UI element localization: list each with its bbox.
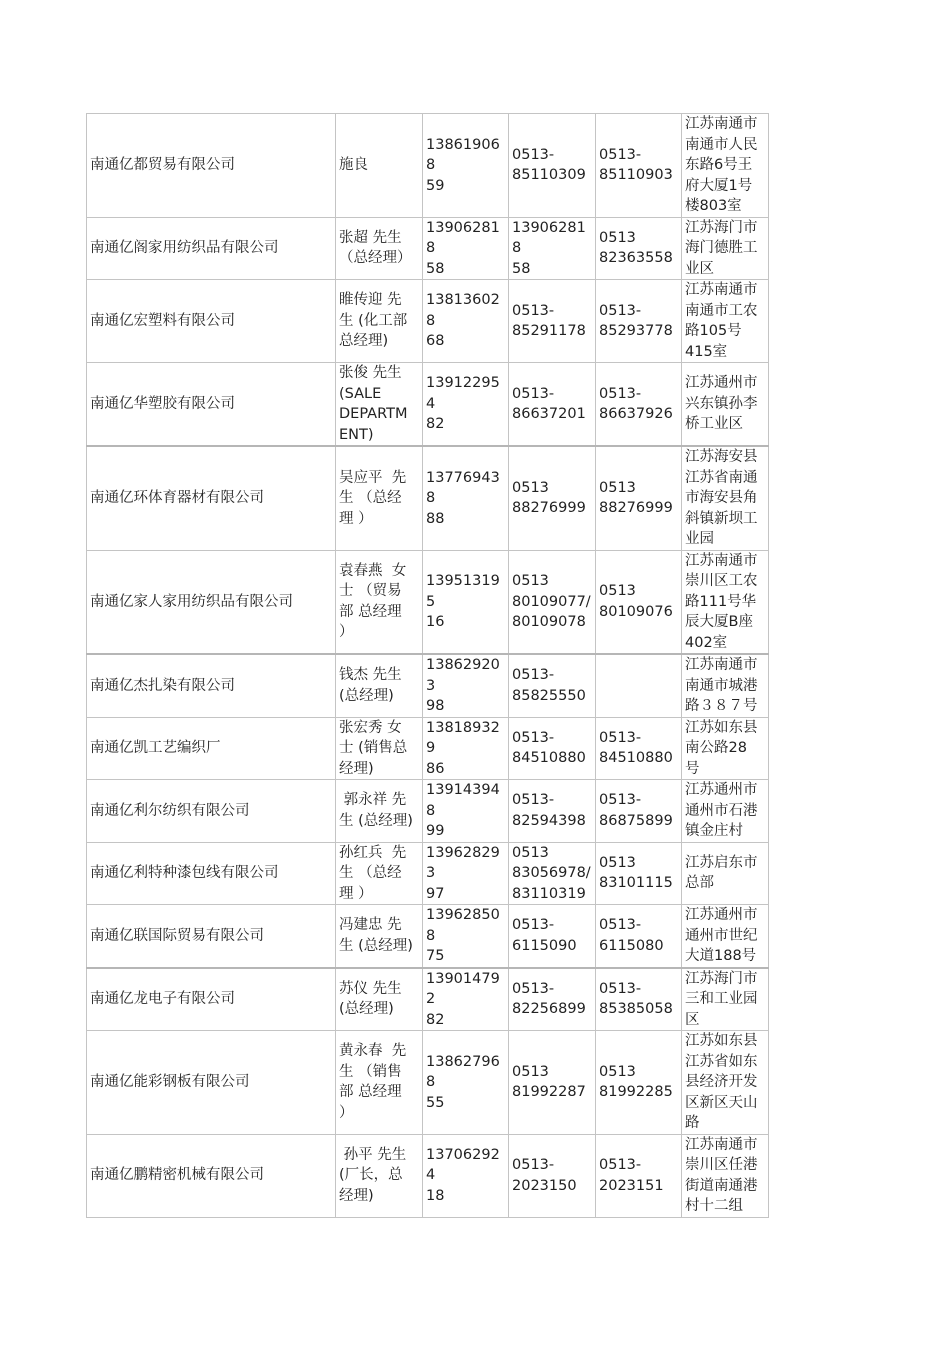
fax-cell: 0513- 2023151 [596, 1134, 682, 1217]
company-name-cell: 南通亿凯工艺编织厂 [87, 717, 336, 780]
address-cell: 江苏通州市 通州市世纪 大道188号 [682, 905, 769, 968]
contact-cell: 黄永春 先 生 （销售 部 总经理 ） [336, 1031, 423, 1135]
table-row [87, 114, 769, 218]
table-row [87, 550, 769, 654]
fax-cell: 0513- 86637926 [596, 363, 682, 447]
phone-cell: 0513- 84510880 [509, 717, 596, 780]
mobile-cell: 137769438 88 [423, 446, 509, 550]
table-row [87, 363, 769, 447]
fax-cell: 0513- 86875899 [596, 780, 682, 843]
address-cell: 江苏南通市 崇川区工农 路111号华 辰大厦B座 402室 [682, 550, 769, 654]
address-cell: 江苏海安县 江苏省南通 市海安县角 斜镇新坝工 业园 [682, 446, 769, 550]
contact-cell: 吴应平 先 生 （总经 理 ） [336, 446, 423, 550]
address-cell: 江苏启东市 总部 [682, 842, 769, 905]
table-row [87, 842, 769, 905]
company-name-cell: 南通亿都贸易有限公司 [87, 114, 336, 218]
mobile-cell: 139143948 99 [423, 780, 509, 843]
company-name-cell: 南通亿宏塑料有限公司 [87, 280, 336, 363]
contact-cell: 施良 [336, 114, 423, 218]
phone-cell: 0513 83056978/ 83110319 [509, 842, 596, 905]
address-cell: 江苏南通市 崇川区任港 街道南通港 村十二组 [682, 1134, 769, 1217]
address-cell: 江苏如东县 南公路28 号 [682, 717, 769, 780]
mobile-cell: 137062924 18 [423, 1134, 509, 1217]
phone-cell: 0513- 2023150 [509, 1134, 596, 1217]
table-body [87, 114, 769, 1218]
address-cell: 江苏南通市 南通市工农 路105号 415室 [682, 280, 769, 363]
company-name-cell: 南通亿联国际贸易有限公司 [87, 905, 336, 968]
table-row [87, 217, 769, 280]
mobile-cell: 139122954 82 [423, 363, 509, 447]
mobile-cell: 138136028 68 [423, 280, 509, 363]
fax-cell: 0513 80109076 [596, 550, 682, 654]
phone-cell: 139062818 58 [509, 217, 596, 280]
contact-cell: 孙平 先生 (厂长，总 经理) [336, 1134, 423, 1217]
table-row [87, 968, 769, 1031]
fax-cell [596, 654, 682, 717]
company-name-cell: 南通亿利特种漆包线有限公司 [87, 842, 336, 905]
mobile-cell: 138189329 86 [423, 717, 509, 780]
contact-cell: 郭永祥 先 生 (总经理) [336, 780, 423, 843]
address-cell: 江苏海门市 三和工业园 区 [682, 968, 769, 1031]
address-cell: 江苏通州市 兴东镇孙李 桥工业区 [682, 363, 769, 447]
address-cell: 江苏如东县 江苏省如东 县经济开发 区新区天山 路 [682, 1031, 769, 1135]
phone-cell: 0513- 82256899 [509, 968, 596, 1031]
phone-cell: 0513- 85825550 [509, 654, 596, 717]
company-contact-table [86, 113, 769, 1218]
contact-cell: 张俊 先生 (SALE DEPARTM ENT) [336, 363, 423, 447]
contact-cell: 张超 先生 （总经理） [336, 217, 423, 280]
fax-cell: 0513- 85110903 [596, 114, 682, 218]
table-row [87, 280, 769, 363]
company-name-cell: 南通亿家人家用纺织品有限公司 [87, 550, 336, 654]
table-row [87, 1134, 769, 1217]
phone-cell: 0513- 6115090 [509, 905, 596, 968]
fax-cell: 0513 83101115 [596, 842, 682, 905]
company-name-cell: 南通亿杰扎染有限公司 [87, 654, 336, 717]
company-name-cell: 南通亿利尔纺织有限公司 [87, 780, 336, 843]
address-cell: 江苏南通市 南通市城港 路３８７号 [682, 654, 769, 717]
phone-cell: 0513 80109077/ 80109078 [509, 550, 596, 654]
phone-cell: 0513- 82594398 [509, 780, 596, 843]
table-row [87, 905, 769, 968]
mobile-cell: 139014792 82 [423, 968, 509, 1031]
contact-cell: 孙红兵 先 生 （总经 理 ） [336, 842, 423, 905]
company-name-cell: 南通亿华塑胶有限公司 [87, 363, 336, 447]
contact-cell: 钱杰 先生 (总经理) [336, 654, 423, 717]
fax-cell: 0513 81992285 [596, 1031, 682, 1135]
mobile-cell: 139062818 58 [423, 217, 509, 280]
mobile-cell: 138627968 55 [423, 1031, 509, 1135]
table-row [87, 717, 769, 780]
fax-cell: 0513- 6115080 [596, 905, 682, 968]
contact-cell: 冯建忠 先 生 (总经理) [336, 905, 423, 968]
table-row [87, 780, 769, 843]
fax-cell: 0513 82363558 [596, 217, 682, 280]
phone-cell: 0513- 85291178 [509, 280, 596, 363]
fax-cell: 0513- 85385058 [596, 968, 682, 1031]
company-name-cell: 南通亿阁家用纺织品有限公司 [87, 217, 336, 280]
mobile-cell: 139628508 75 [423, 905, 509, 968]
table-row [87, 446, 769, 550]
table-row [87, 1031, 769, 1135]
phone-cell: 0513 88276999 [509, 446, 596, 550]
address-cell: 江苏通州市 通州市石港 镇金庄村 [682, 780, 769, 843]
address-cell: 江苏南通市 南通市人民 东路6号王 府大厦1号 楼803室 [682, 114, 769, 218]
contact-cell: 苏仪 先生 (总经理) [336, 968, 423, 1031]
mobile-cell: 138619068 59 [423, 114, 509, 218]
phone-cell: 0513- 85110309 [509, 114, 596, 218]
company-name-cell: 南通亿龙电子有限公司 [87, 968, 336, 1031]
mobile-cell: 139513195 16 [423, 550, 509, 654]
table-row [87, 654, 769, 717]
fax-cell: 0513- 84510880 [596, 717, 682, 780]
contact-cell: 张宏秀 女 士 (销售总 经理) [336, 717, 423, 780]
address-cell: 江苏海门市 海门德胜工 业区 [682, 217, 769, 280]
contact-cell: 睢传迎 先 生 (化工部 总经理) [336, 280, 423, 363]
fax-cell: 0513- 85293778 [596, 280, 682, 363]
mobile-cell: 139628293 97 [423, 842, 509, 905]
mobile-cell: 138629203 98 [423, 654, 509, 717]
contact-cell: 袁春燕 女 士 （贸易 部 总经理 ） [336, 550, 423, 654]
company-name-cell: 南通亿能彩钢板有限公司 [87, 1031, 336, 1135]
fax-cell: 0513 88276999 [596, 446, 682, 550]
company-name-cell: 南通亿环体育器材有限公司 [87, 446, 336, 550]
company-name-cell: 南通亿鹏精密机械有限公司 [87, 1134, 336, 1217]
phone-cell: 0513- 86637201 [509, 363, 596, 447]
phone-cell: 0513 81992287 [509, 1031, 596, 1135]
